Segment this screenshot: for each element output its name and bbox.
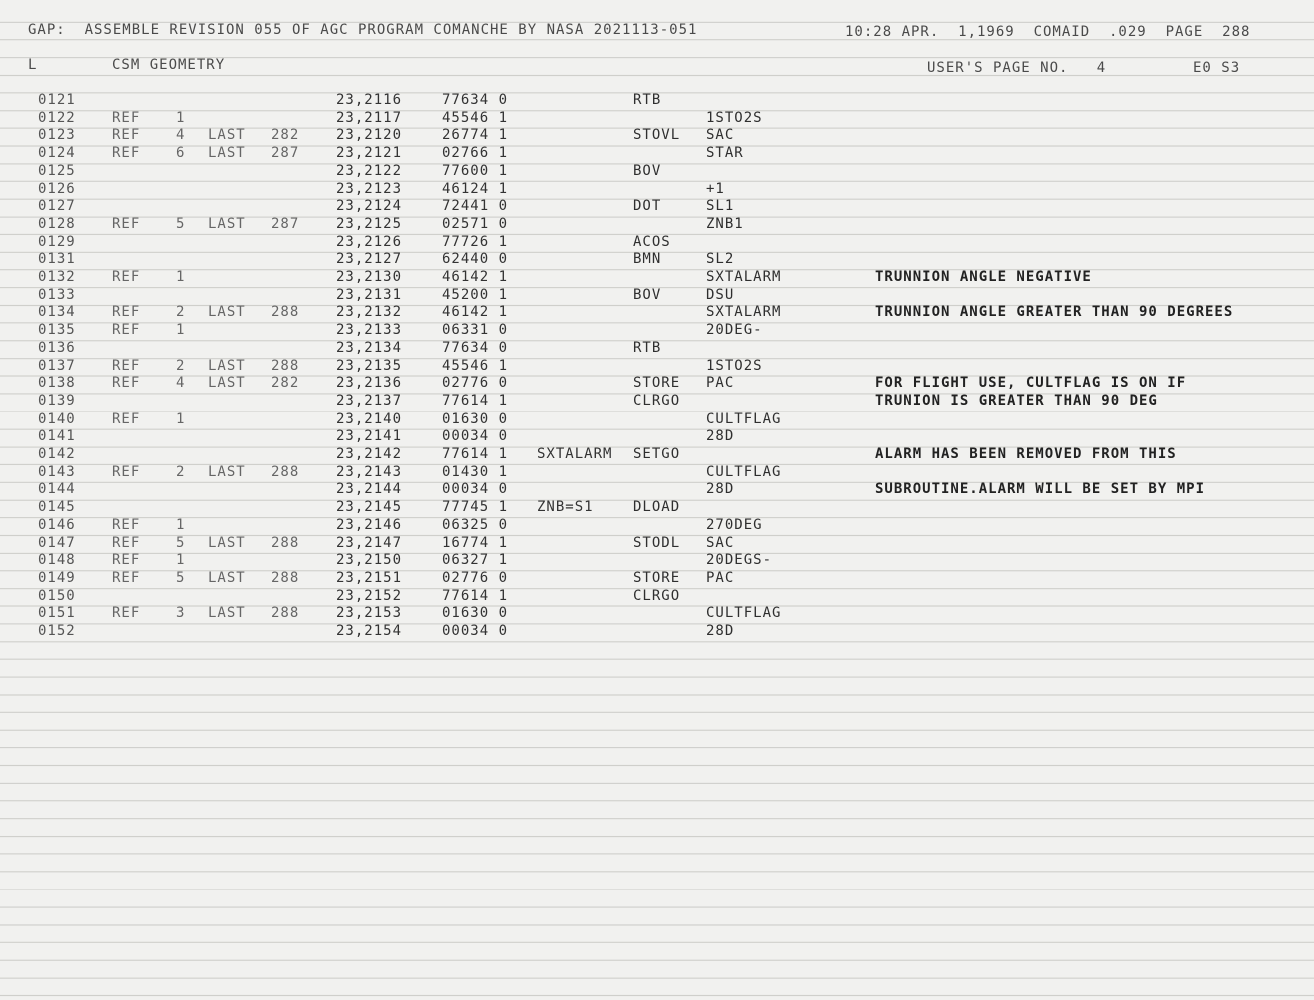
line-number: 0126 <box>38 180 76 197</box>
octal-word: 46142 1 <box>442 269 509 285</box>
listing-row <box>0 322 1314 340</box>
address: 23,2140 <box>336 410 403 427</box>
octal-word: 02766 1 <box>442 145 509 162</box>
listing-row <box>0 623 1314 641</box>
opcode: STOVL <box>633 127 681 144</box>
ref-tag: REF <box>112 269 141 285</box>
listing-row <box>0 110 1314 128</box>
listing-row <box>0 145 1314 163</box>
last-page: 288 <box>271 357 300 374</box>
last-page: 288 <box>271 304 300 321</box>
octal-word: 45546 1 <box>442 357 509 374</box>
section-marker: L <box>28 57 38 73</box>
listing-row <box>0 340 1314 358</box>
section-title: CSM GEOMETRY <box>112 57 226 73</box>
octal-word: 01430 1 <box>442 463 509 480</box>
ref-tag: REF <box>112 145 141 162</box>
octal-word: 62440 0 <box>442 251 509 268</box>
line-number: 0124 <box>38 145 76 162</box>
octal-word: 77634 0 <box>442 339 509 356</box>
octal-word: 16774 1 <box>442 534 509 551</box>
address: 23,2150 <box>336 552 403 569</box>
octal-word: 02776 0 <box>442 375 509 392</box>
listing-row <box>0 464 1314 482</box>
operand: SL2 <box>706 251 735 268</box>
line-number: 0129 <box>38 233 76 250</box>
address: 23,2151 <box>336 569 403 586</box>
last-tag: LAST <box>208 127 246 144</box>
octal-word: 45546 1 <box>442 109 509 126</box>
opcode: RTB <box>633 92 662 108</box>
address: 23,2130 <box>336 269 403 285</box>
octal-word: 77745 1 <box>442 499 509 516</box>
line-number: 0135 <box>38 322 76 339</box>
octal-word: 45200 1 <box>442 286 509 303</box>
last-page: 288 <box>271 463 300 480</box>
operand: 20DEG- <box>706 322 763 339</box>
operand: 1STO2S <box>706 357 763 374</box>
octal-word: 02571 0 <box>442 215 509 232</box>
listing-row <box>0 570 1314 588</box>
listing-row <box>0 535 1314 553</box>
line-number: 0134 <box>38 304 76 321</box>
comment: TRUNION IS GREATER THAN 90 DEG <box>875 392 1158 409</box>
ref-count: 2 <box>176 463 186 480</box>
line-number: 0123 <box>38 127 76 144</box>
line-number: 0127 <box>38 198 76 215</box>
listing-row <box>0 198 1314 216</box>
label: SXTALARM <box>537 446 613 462</box>
operand: SAC <box>706 127 735 144</box>
listing-row <box>0 358 1314 376</box>
operand: SAC <box>706 534 735 551</box>
octal-word: 02776 0 <box>442 569 509 586</box>
opcode: SETGO <box>633 446 681 462</box>
opcode: ACOS <box>633 233 671 250</box>
octal-word: 00034 0 <box>442 428 509 445</box>
listing-row <box>0 234 1314 252</box>
octal-word: 06331 0 <box>442 322 509 339</box>
octal-word: 00034 0 <box>442 481 509 498</box>
line-number: 0125 <box>38 162 76 179</box>
last-tag: LAST <box>208 569 246 586</box>
line-number: 0146 <box>38 516 76 533</box>
operand: PAC <box>706 569 735 586</box>
line-number: 0148 <box>38 552 76 569</box>
listing-row <box>0 446 1314 464</box>
last-page: 288 <box>271 534 300 551</box>
listing-row <box>0 552 1314 570</box>
line-number: 0138 <box>38 375 76 392</box>
line-number: 0132 <box>38 269 76 285</box>
operand: STAR <box>706 145 744 162</box>
ref-count: 5 <box>176 534 186 551</box>
ref-count: 4 <box>176 375 186 392</box>
opcode: DLOAD <box>633 499 681 516</box>
address: 23,2122 <box>336 162 403 179</box>
last-page: 288 <box>271 569 300 586</box>
listing-row <box>0 287 1314 305</box>
ref-count: 1 <box>176 269 186 285</box>
address: 23,2125 <box>336 215 403 232</box>
address: 23,2123 <box>336 180 403 197</box>
ref-tag: REF <box>112 215 141 232</box>
operand: 1STO2S <box>706 109 763 126</box>
header-date-page: 10:28 APR. 1,1969 COMAID .029 PAGE 288 <box>845 24 1251 40</box>
line-number: 0141 <box>38 428 76 445</box>
operand: 20DEGS- <box>706 552 773 569</box>
ref-count: 1 <box>176 552 186 569</box>
last-tag: LAST <box>208 463 246 480</box>
ref-count: 1 <box>176 322 186 339</box>
opcode: BMN <box>633 251 662 268</box>
operand: SL1 <box>706 198 735 215</box>
listing-row <box>0 588 1314 606</box>
line-number: 0151 <box>38 605 76 622</box>
line-number: 0152 <box>38 623 76 639</box>
ref-count: 1 <box>176 516 186 533</box>
line-number: 0144 <box>38 481 76 498</box>
address: 23,2134 <box>336 339 403 356</box>
line-number: 0128 <box>38 215 76 232</box>
operand: ZNB1 <box>706 215 744 232</box>
ref-tag: REF <box>112 516 141 533</box>
operand: CULTFLAG <box>706 410 782 427</box>
address: 23,2146 <box>336 516 403 533</box>
ref-tag: REF <box>112 605 141 622</box>
address: 23,2127 <box>336 251 403 268</box>
line-number: 0139 <box>38 392 76 409</box>
comment: FOR FLIGHT USE, CULTFLAG IS ON IF <box>875 375 1187 392</box>
line-number: 0147 <box>38 534 76 551</box>
listing-row <box>0 269 1314 287</box>
user-page-number: USER'S PAGE NO. 4 <box>927 60 1107 76</box>
octal-word: 01630 0 <box>442 410 509 427</box>
ref-tag: REF <box>112 410 141 427</box>
opcode: STORE <box>633 375 681 392</box>
address: 23,2142 <box>336 446 403 462</box>
last-tag: LAST <box>208 357 246 374</box>
ref-tag: REF <box>112 569 141 586</box>
last-page: 288 <box>271 605 300 622</box>
comment: ALARM HAS BEEN REMOVED FROM THIS <box>875 446 1177 462</box>
listing-row <box>0 216 1314 234</box>
last-tag: LAST <box>208 304 246 321</box>
octal-word: 06325 0 <box>442 516 509 533</box>
listing-row <box>0 499 1314 517</box>
ref-count: 6 <box>176 145 186 162</box>
address: 23,2143 <box>336 463 403 480</box>
opcode: CLRGO <box>633 587 681 604</box>
last-page: 282 <box>271 127 300 144</box>
listing-row <box>0 411 1314 429</box>
line-number: 0136 <box>38 339 76 356</box>
operand: 270DEG <box>706 516 763 533</box>
octal-word: 46124 1 <box>442 180 509 197</box>
listing-row <box>0 251 1314 269</box>
opcode: BOV <box>633 286 662 303</box>
octal-word: 77614 1 <box>442 587 509 604</box>
ref-count: 4 <box>176 127 186 144</box>
ref-tag: REF <box>112 552 141 569</box>
comment: TRUNNION ANGLE GREATER THAN 90 DEGREES <box>875 304 1234 321</box>
ref-tag: REF <box>112 109 141 126</box>
address: 23,2131 <box>336 286 403 303</box>
listing-row <box>0 375 1314 393</box>
address: 23,2132 <box>336 304 403 321</box>
listing-row <box>0 428 1314 446</box>
ref-count: 3 <box>176 605 186 622</box>
octal-word: 77600 1 <box>442 162 509 179</box>
ref-count: 2 <box>176 304 186 321</box>
last-page: 287 <box>271 145 300 162</box>
listing-row <box>0 481 1314 499</box>
operand: PAC <box>706 375 735 392</box>
octal-word: 77614 1 <box>442 392 509 409</box>
address: 23,2144 <box>336 481 403 498</box>
ref-tag: REF <box>112 357 141 374</box>
octal-word: 46142 1 <box>442 304 509 321</box>
listing-row <box>0 181 1314 199</box>
operand: +1 <box>706 180 725 197</box>
octal-word: 77726 1 <box>442 233 509 250</box>
last-page: 282 <box>271 375 300 392</box>
ref-tag: REF <box>112 534 141 551</box>
address: 23,2141 <box>336 428 403 445</box>
ref-count: 1 <box>176 410 186 427</box>
last-tag: LAST <box>208 215 246 232</box>
operand: 28D <box>706 623 735 639</box>
listing-row <box>0 304 1314 322</box>
line-number: 0133 <box>38 286 76 303</box>
address: 23,2135 <box>336 357 403 374</box>
line-number: 0137 <box>38 357 76 374</box>
header-title: GAP: ASSEMBLE REVISION 055 OF AGC PROGRAM COMANCHE BY NASA 2021113-051 <box>28 22 698 38</box>
address: 23,2137 <box>336 392 403 409</box>
address: 23,2136 <box>336 375 403 392</box>
address: 23,2120 <box>336 127 403 144</box>
address: 23,2121 <box>336 145 403 162</box>
address: 23,2133 <box>336 322 403 339</box>
line-number: 0122 <box>38 109 76 126</box>
octal-word: 26774 1 <box>442 127 509 144</box>
last-tag: LAST <box>208 145 246 162</box>
address: 23,2116 <box>336 92 403 108</box>
line-number: 0149 <box>38 569 76 586</box>
ref-count: 2 <box>176 357 186 374</box>
listing-row <box>0 92 1314 110</box>
operand: DSU <box>706 286 735 303</box>
octal-word: 01630 0 <box>442 605 509 622</box>
last-page: 287 <box>271 215 300 232</box>
listing-row <box>0 163 1314 181</box>
ref-tag: REF <box>112 463 141 480</box>
address: 23,2147 <box>336 534 403 551</box>
address: 23,2154 <box>336 623 403 639</box>
operand: CULTFLAG <box>706 463 782 480</box>
line-number: 0140 <box>38 410 76 427</box>
operand: 28D <box>706 428 735 445</box>
operand: CULTFLAG <box>706 605 782 622</box>
address: 23,2124 <box>336 198 403 215</box>
ref-tag: REF <box>112 322 141 339</box>
address: 23,2153 <box>336 605 403 622</box>
operand: SXTALARM <box>706 269 782 285</box>
line-number: 0142 <box>38 446 76 462</box>
label: ZNB=S1 <box>537 499 594 516</box>
octal-word: 06327 1 <box>442 552 509 569</box>
listing-row <box>0 393 1314 411</box>
line-number: 0131 <box>38 251 76 268</box>
listing-row <box>0 517 1314 535</box>
listing-row <box>0 127 1314 145</box>
line-number: 0150 <box>38 587 76 604</box>
listing-row <box>0 605 1314 623</box>
ref-count: 5 <box>176 569 186 586</box>
line-number: 0143 <box>38 463 76 480</box>
ref-count: 1 <box>176 109 186 126</box>
address: 23,2126 <box>336 233 403 250</box>
opcode: DOT <box>633 198 662 215</box>
octal-word: 72441 0 <box>442 198 509 215</box>
octal-word: 77614 1 <box>442 446 509 462</box>
address: 23,2152 <box>336 587 403 604</box>
last-tag: LAST <box>208 605 246 622</box>
operand: 28D <box>706 481 735 498</box>
listing-code: E0 S3 <box>1193 60 1241 76</box>
line-number: 0145 <box>38 499 76 516</box>
ref-count: 5 <box>176 215 186 232</box>
address: 23,2145 <box>336 499 403 516</box>
ref-tag: REF <box>112 127 141 144</box>
comment: TRUNNION ANGLE NEGATIVE <box>875 269 1092 285</box>
ref-tag: REF <box>112 304 141 321</box>
line-number: 0121 <box>38 92 76 108</box>
operand: SXTALARM <box>706 304 782 321</box>
last-tag: LAST <box>208 534 246 551</box>
opcode: RTB <box>633 339 662 356</box>
last-tag: LAST <box>208 375 246 392</box>
opcode: STODL <box>633 534 681 551</box>
octal-word: 77634 0 <box>442 92 509 108</box>
opcode: STORE <box>633 569 681 586</box>
ref-tag: REF <box>112 375 141 392</box>
comment: SUBROUTINE.ALARM WILL BE SET BY MPI <box>875 481 1206 498</box>
address: 23,2117 <box>336 109 403 126</box>
opcode: BOV <box>633 162 662 179</box>
opcode: CLRGO <box>633 392 681 409</box>
octal-word: 00034 0 <box>442 623 509 639</box>
